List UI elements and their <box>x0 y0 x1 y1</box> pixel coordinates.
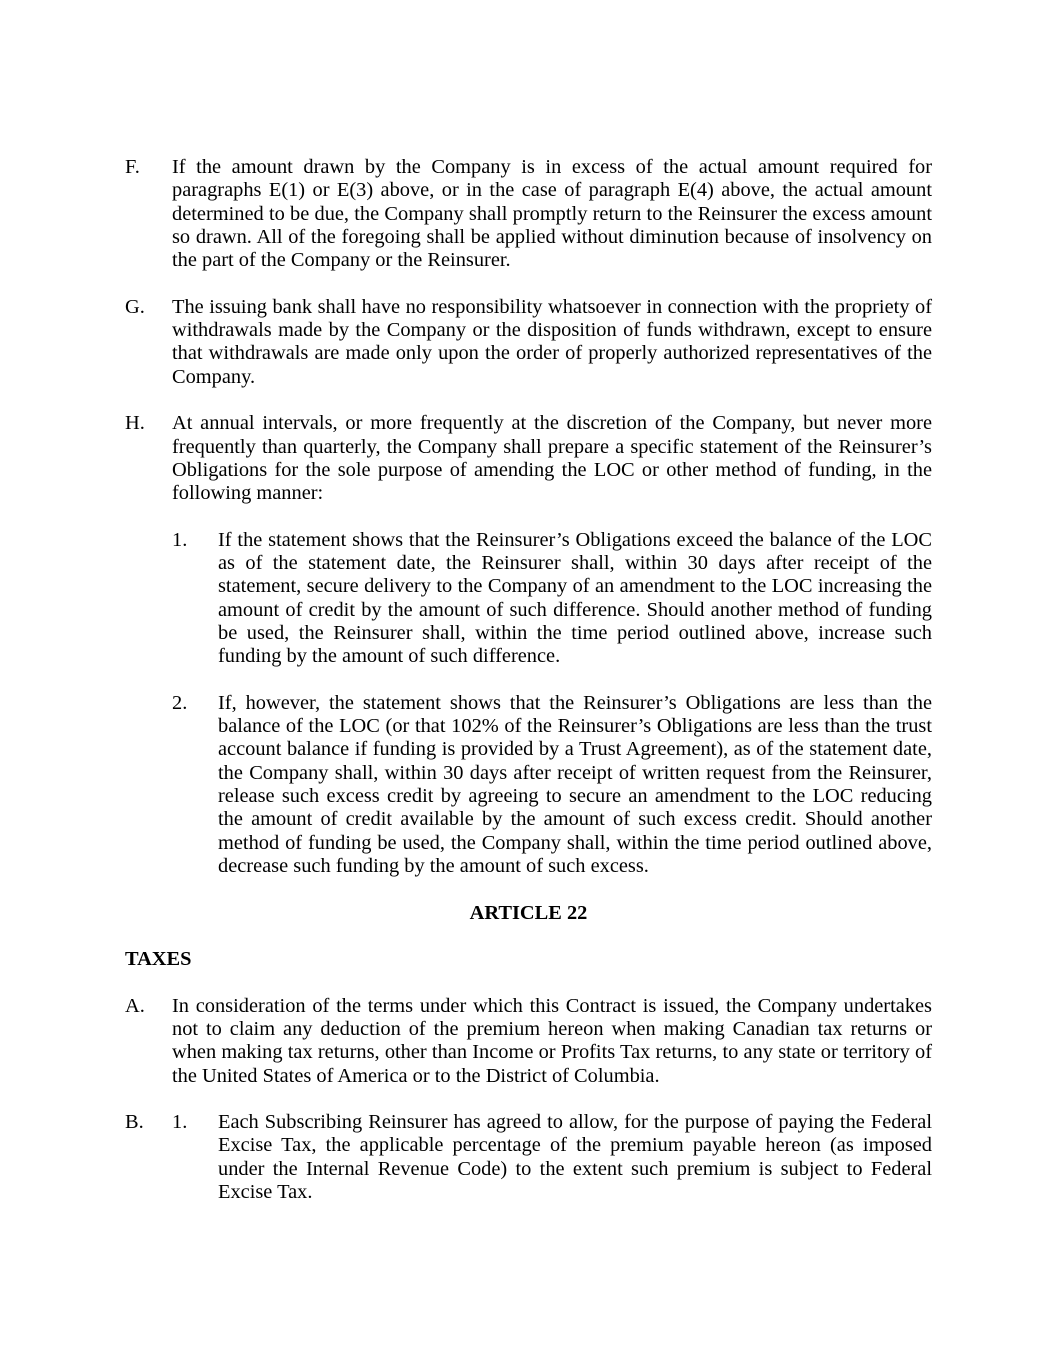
subitem-1 <box>172 529 932 669</box>
paragraph-A-label: A. <box>125 994 145 1017</box>
taxes-heading: TAXES <box>125 948 192 971</box>
paragraph-B-text: Each Subscribing Reinsurer has agreed to allow, for the purpose of paying the Federal Excise Tax, the applicable percentage of the premium payable hereon (as imposed under the Internal Revenue Code) to the extent such premium is subject to Federal Excise Tax. <box>218 1111 932 1204</box>
paragraph-A-text: In consideration of the terms under which this Contract is issued, the Company undertakes not to claim any deduction of the premium hereon when making Canadian tax returns or when making tax returns, other than Income or Profits Tax returns, to any state or territory of the United States of America or to the District of Columbia. <box>172 994 932 1087</box>
paragraph-B-1 <box>125 1111 932 1204</box>
subitem-2-text: If, however, the statement shows that the Reinsurer’s Obligations are less than the balance of the LOC (or that 102% of the Reinsurer’s Obligations are less than the trust account balance if funding is provided by a Trust Agreement), as of the statement date, the Company shall, within 30 days after receipt of written request from the Reinsurer, release such excess credit by agreeing to secure an amendment to the LOC reducing the amount of credit available by the amount of such excess credit. Should another method of funding be used, the Company shall, within the time period outlined above, decrease such funding by the amount of such excess. <box>218 691 932 877</box>
paragraph-F-label: F. <box>125 156 140 178</box>
paragraph-H-text: At annual intervals, or more frequently at the discretion of the Company, but never more frequently than quarterly, the Company shall prepare a specific statement of the Reinsurer’s Obligations for the sole purpose of amending the LOC or other method of funding, in the following manner: <box>172 412 932 505</box>
paragraph-G-text: The issuing bank shall have no responsibility whatsoever in connection with the propriety of withdrawals made by the Company or the disposition of funds withdrawn, except to ensure that withdrawals are made only upon the order of properly authorized representatives of the Company. <box>172 295 932 388</box>
subitem-2 <box>172 692 932 878</box>
paragraph-G-label: G. <box>125 295 145 318</box>
paragraph-H <box>125 412 932 505</box>
paragraph-H-label: H. <box>125 412 145 435</box>
paragraph-A <box>125 995 932 1088</box>
paragraph-B-label: B. <box>125 1111 144 1134</box>
paragraph-F <box>125 156 932 272</box>
paragraph-F-text: If the amount drawn by the Company is in excess of the actual amount required for paragraphs E(1) or E(3) above, or in the case of paragraph E(4) above, the actual amount determined to be due, the Company shall promptly return to the Reinsurer the excess amount so drawn. All of the foregoing shall be applied without diminution because of insolvency on the part of the Company or the Reinsurer. <box>172 156 932 272</box>
paragraph-G <box>125 296 932 389</box>
paragraph-B-sublabel: 1. <box>172 1111 188 1134</box>
subitem-1-label: 1. <box>172 528 188 551</box>
subitem-1-text: If the statement shows that the Reinsurer’s Obligations exceed the balance of the LOC as of the statement date, the Reinsurer shall, within 30 days after receipt of the statement, secure delivery to the Company of an amendment to the LOC increasing the amount of credit by the amount of such difference. Should another method of funding be used, the Reinsurer shall, within the time period outlined above, increase such funding by the amount of such difference. <box>218 528 932 668</box>
article-22-heading: ARTICLE 22 <box>469 901 588 924</box>
subitem-2-label: 2. <box>172 691 188 714</box>
